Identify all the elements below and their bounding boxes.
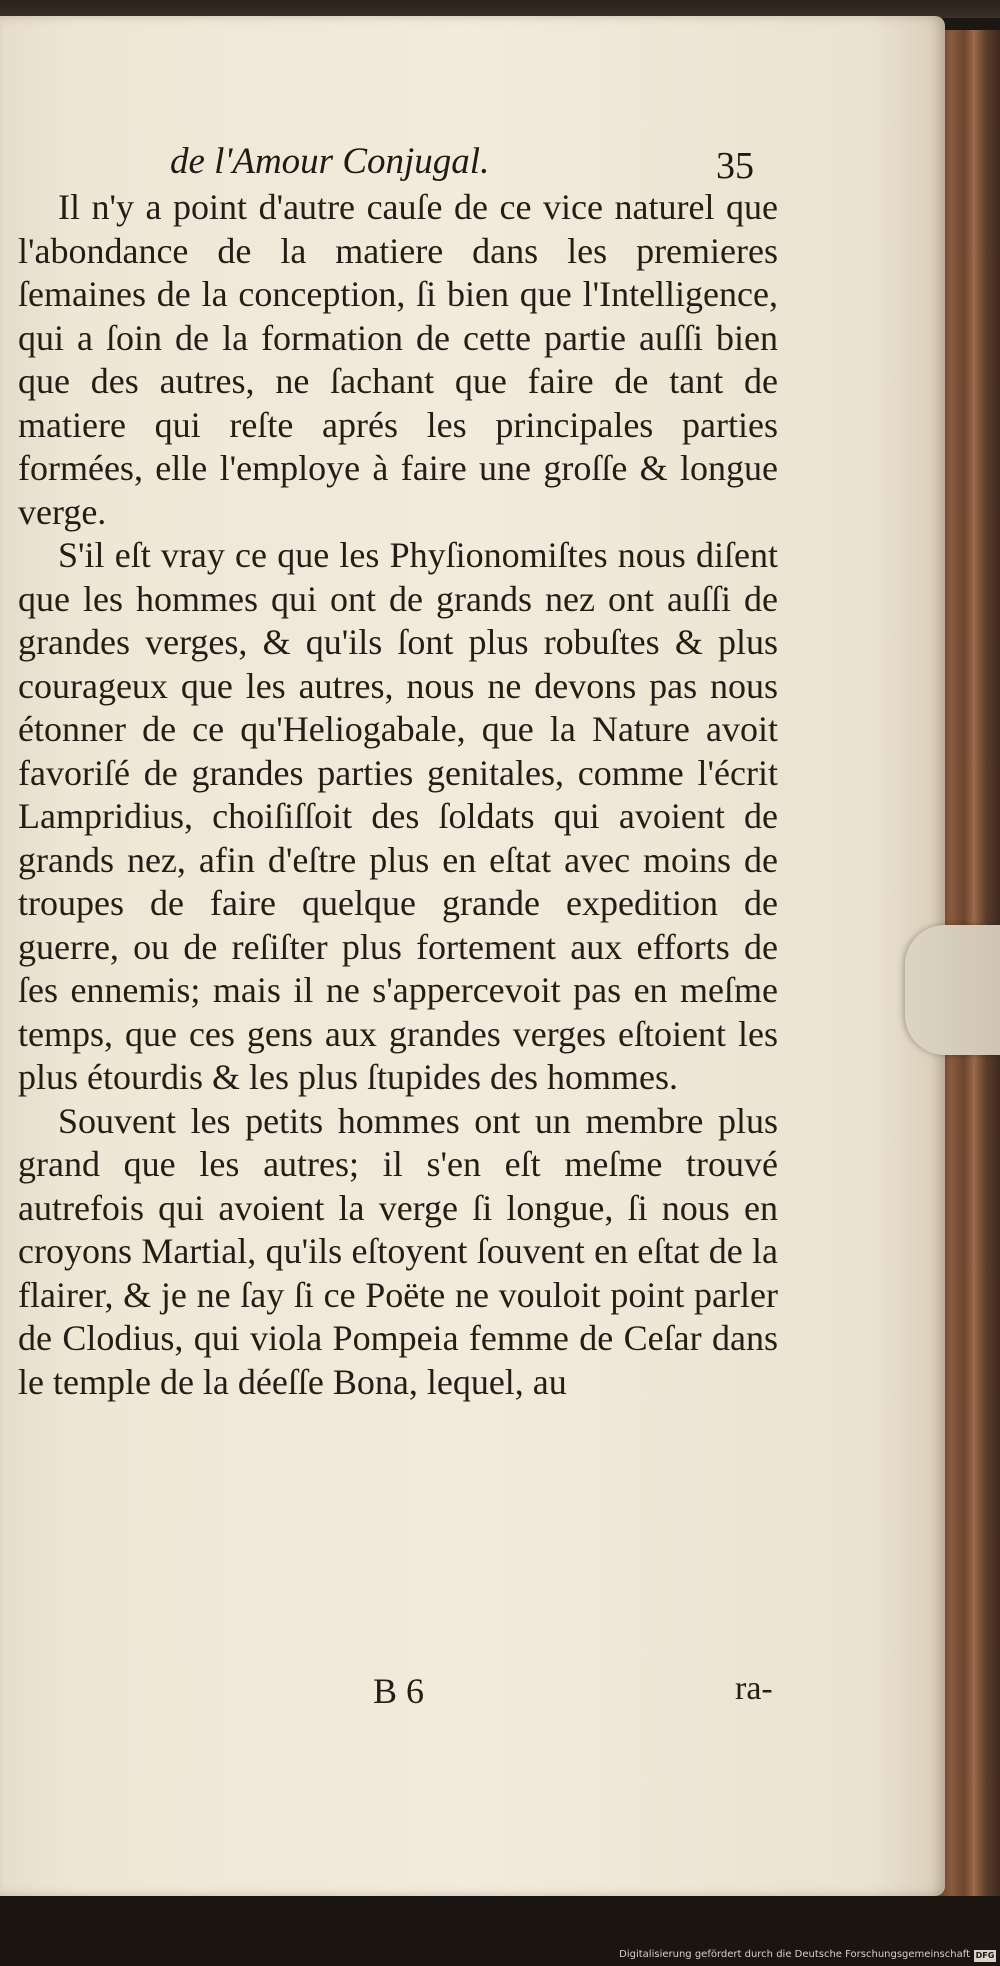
running-head: de l'Amour Conjugal. bbox=[170, 141, 490, 182]
scan-bottom-strip bbox=[0, 1896, 1000, 1966]
page-body bbox=[18, 186, 778, 1404]
dfg-logo: DFG bbox=[975, 1951, 995, 1960]
page-number: 35 bbox=[716, 145, 754, 187]
paragraph-1: Il n'y a point d'autre cauſe de ce vice naturel que l'abondance de la matiere dans les premieres ſemaines de la conception, ſi bien que l'Intelligence, qui a ſoin de la formation de cette partie auſſi bien que des autres, ne ſachant que faire de tant de matiere qui reſte aprés les principales parties formées, elle l'employe à faire une groſſe & longue verge. bbox=[18, 187, 778, 532]
paragraph-2: S'il eſt vray ce que les Phyſionomiſtes nous diſent que les hommes qui ont de grands nez ont auſſi de grandes verges, & qu'ils ſont plus robuſtes & plus courageux que les autres, nous ne devons pas nous étonner de ce qu'Heliogabale, que la Nature avoit favoriſé de grandes parties genitales, comme l'écrit Lampridius, choiſiſſoit des ſoldats qui avoient de grands nez, afin d'eſtre plus en eſtat avec moins de troupes de faire quelque grande expedition de guerre, ou de reſiſter plus fortement aux efforts de ſes ennemis; mais il ne s'appercevoit pas en meſme temps, que ces gens aux grandes verges eſtoient les plus étourdis & les plus ſtupides des hommes. bbox=[18, 535, 778, 1097]
digitization-credit: Digitalisierung gefördert durch die Deutsche Forschungsgemeinschaft bbox=[619, 1949, 970, 1960]
paragraph-3: Souvent les petits hommes ont un membre plus grand que les autres; il s'en eſt meſme trouvé autrefois qui avoient la verge ſi longue, ſi nous en croyons Martial, qu'ils eſtoyent ſouvent en eſtat de la flairer, & je ne ſay ſi ce Poëte ne vouloit point parler de Clodius, qui viola Pompeia femme de Ceſar dans le temple de la déeſſe Bona, lequel, au bbox=[18, 1100, 778, 1402]
signature-mark: B 6 bbox=[373, 1671, 425, 1711]
catchword: ra- bbox=[735, 1670, 773, 1707]
bookmark-tab bbox=[905, 925, 1000, 1055]
